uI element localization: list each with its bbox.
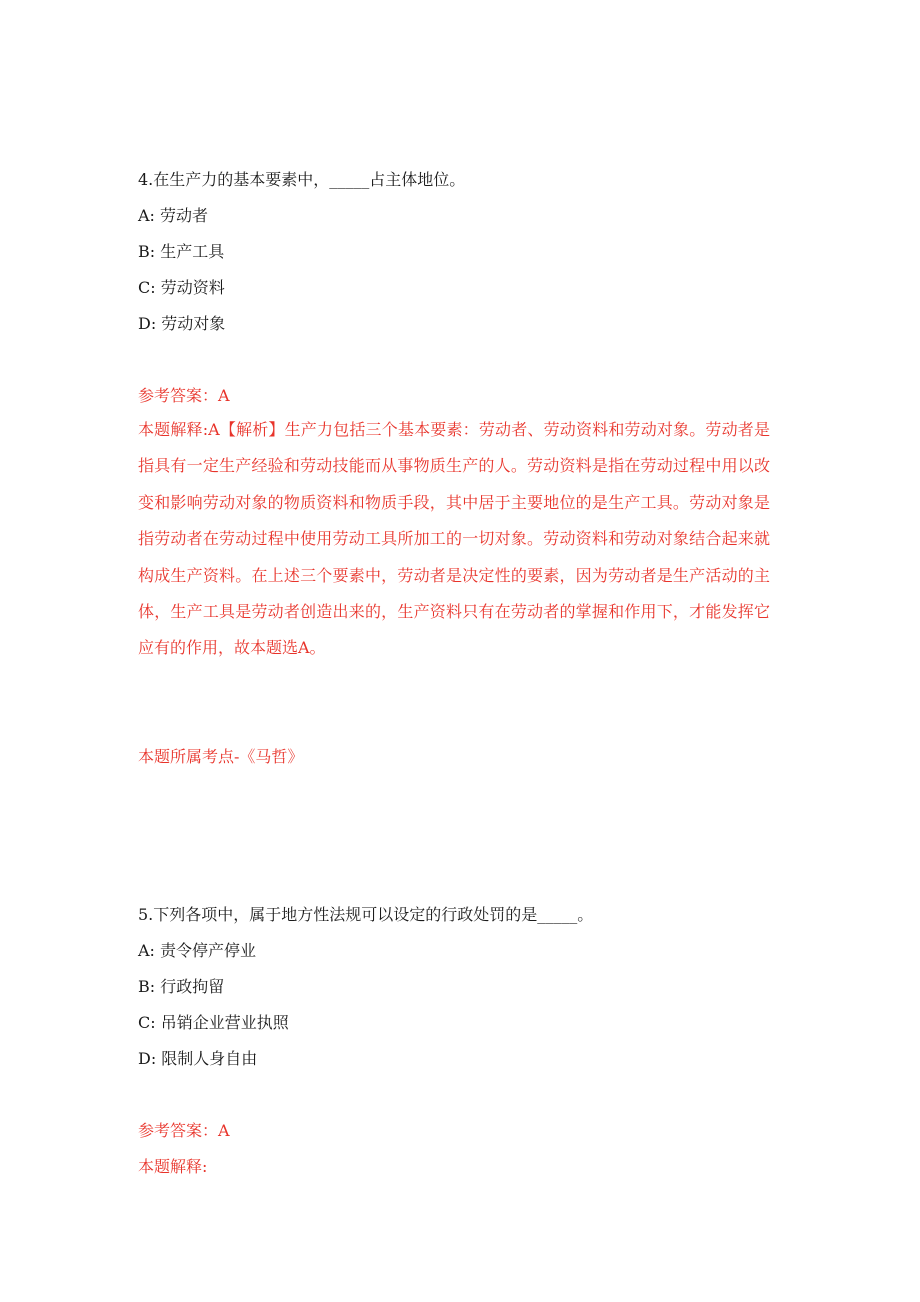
question-4-answer: 参考答案：A xyxy=(138,386,230,405)
question-4-topic: 本题所属考点-《马哲》 xyxy=(138,747,304,766)
question-5-option-d: D: 限制人身自由 xyxy=(138,1049,258,1068)
question-5-stem: 5.下列各项中，属于地方性法规可以设定的行政处罚的是_____。 xyxy=(138,905,594,924)
question-4-explanation: 本题解释:A【解析】生产力包括三个基本要素：劳动者、劳动资料和劳动对象。劳动者是指具有一定生产经验和劳动技能而从事物质生产的人。劳动资料是指在劳动过程中用以改变和影响劳动对象的物质资料和物质手段，其中居于主要地位的是生产工具。劳动对象是指劳动者在劳动过程中使用劳动工具所加工的一切对象。劳动资料和劳动对象结合起来就构成生产资料。在上述三个要素中，劳动者是决定性的要素，因为劳动者是生产活动的主体，生产工具是劳动者创造出来的，生产资料只有在劳动者的掌握和作用下，才能发挥它应有的作用，故本题选A。 xyxy=(138,420,770,658)
question-4-option-d: D: 劳动对象 xyxy=(138,314,226,333)
question-5-answer: 参考答案：A xyxy=(138,1121,230,1140)
question-4-option-b: B: 生产工具 xyxy=(138,242,225,261)
question-5-option-b: B: 行政拘留 xyxy=(138,977,225,996)
question-4-stem: 4.在生产力的基本要素中，_____占主体地位。 xyxy=(138,170,466,189)
question-5-option-a: A: 责令停产停业 xyxy=(138,941,257,960)
question-5-option-c: C: 吊销企业营业执照 xyxy=(138,1013,289,1032)
question-5-explanation: 本题解释: xyxy=(138,1157,208,1176)
question-4-option-c: C: 劳动资料 xyxy=(138,278,225,297)
question-4-option-a: A: 劳动者 xyxy=(138,206,209,225)
